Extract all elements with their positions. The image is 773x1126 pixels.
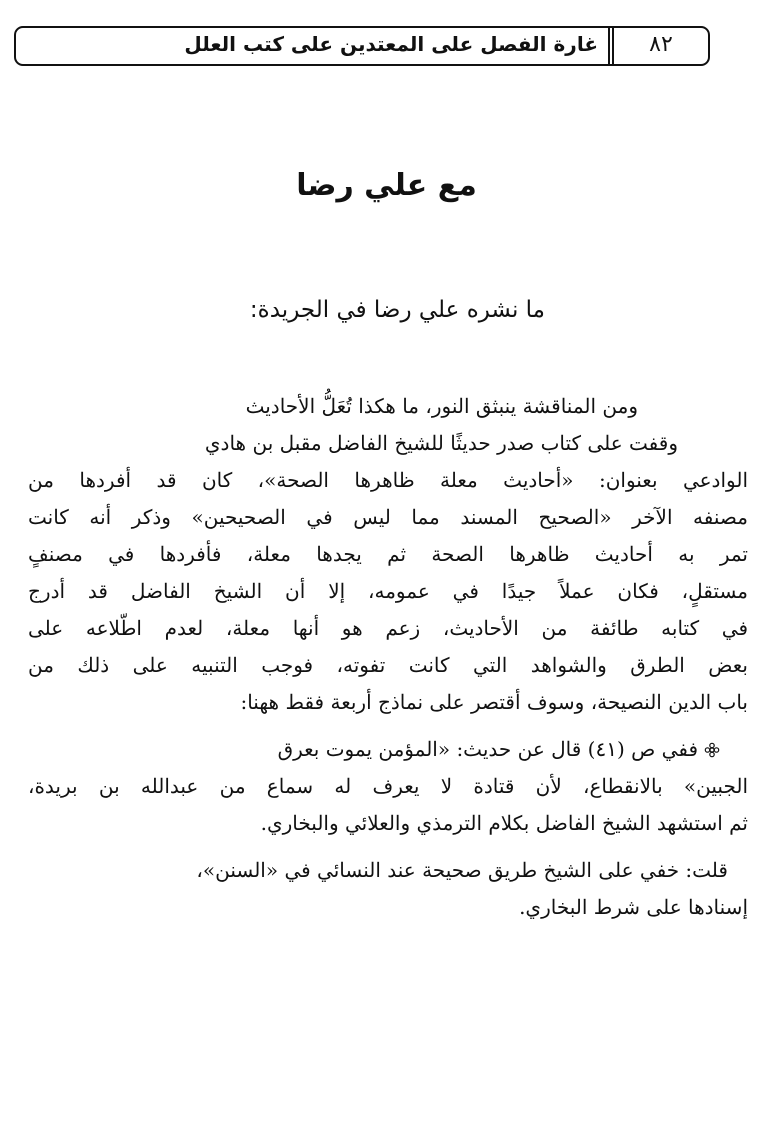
text-line: الجبين» بالانقطاع، لأن قتادة لا يعرف له سماع من عبدالله بن بريدة، [28,774,748,798]
text-line-content: وقفت على كتاب صدر حديثًا للشيخ الفاضل مقبل بن هادي [204,431,678,455]
text-line: تمر به أحاديث ظاهرها الصحة ثم يجدها معلة، فأفردها في مصنفٍ [28,542,748,566]
text-line: باب الدين النصيحة، وسوف أقتصر على نماذج أربعة فقط ههنا: [240,690,748,714]
text-line: إسنادها على شرط البخاري. [519,895,748,919]
page-number: ٨٢ [649,32,673,57]
text-line [28,425,748,462]
text-line-content: ففي ص (٤١) قال عن حديث: «المؤمن يموت بعرق [277,737,698,761]
text-line: في كتابه طائفة من الأحاديث، زعم هو أنها معلة، لعدم اطّلاعه على [28,616,748,640]
body-text [28,388,748,926]
book-title: غارة الفصل على المعتدين على كتب العلل [184,32,598,56]
header-divider [608,28,614,64]
text-line: مستقلٍ، فكان عملاً جيدًا في عمومه، إلا أن الشيخ الفاضل قد أدرج [28,579,748,603]
flower-ornament-icon [704,742,720,758]
text-line: قلت: خفي على الشيخ طريق صحيحة عند النسائي في «السنن»، [196,858,728,882]
text-line [28,731,748,768]
chapter-title: مع علي رضا [296,168,477,203]
text-line: الوادعي بعنوان: «أحاديث معلة ظاهرها الصحة»، كان قد أفردها من [28,468,748,492]
text-line: ومن المناقشة ينبثق النور، ما هكذا تُعَلُّ الأحاديث [245,394,638,418]
text-line: بعض الطرق والشواهد التي كانت تفوته، فوجب التنبيه على ذلك من [28,653,748,677]
paragraph-gap [28,721,748,731]
text-line: مصنفه الآخر «الصحيح المسند مما ليس في الصحيحين» وذكر أنه كانت [28,505,748,529]
text-line: ثم استشهد الشيخ الفاضل بكلام الترمذي والعلائي والبخاري. [260,811,748,835]
paragraph-gap [28,842,748,852]
section-title: ما نشره علي رضا في الجريدة: [249,297,545,323]
